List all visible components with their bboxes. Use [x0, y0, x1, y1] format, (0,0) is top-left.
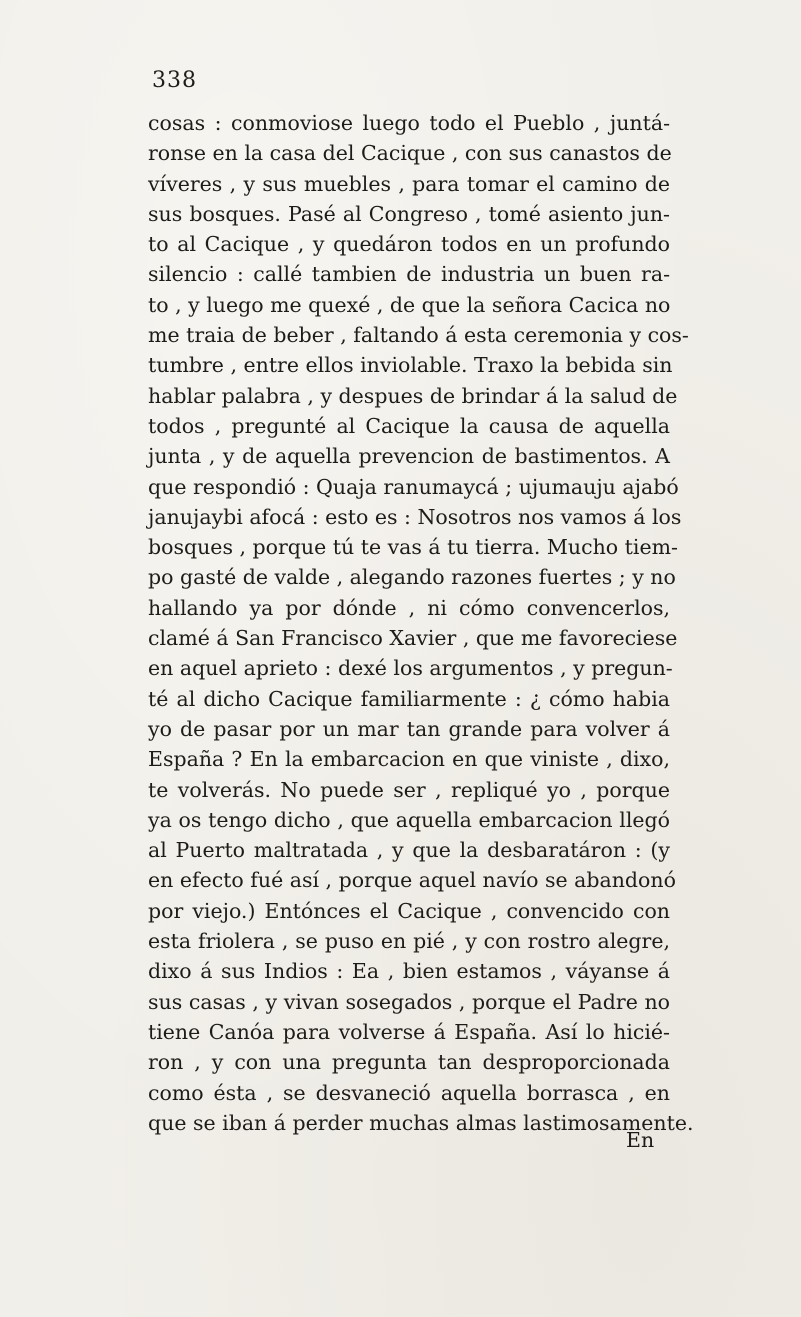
- text-line-32: ron , y con una pregunta tan desproporcionada: [148, 1050, 670, 1075]
- text-line-23: te volverás. No puede ser , repliqué yo , porque: [148, 777, 670, 802]
- text-line-5: to al Cacique , y quedáron todos en un profundo: [148, 232, 670, 257]
- text-line-28: esta friolera , se puso en pié , y con rostro alegre,: [148, 929, 670, 954]
- text-line-18: clamé á San Francisco Xavier , que me favoreciese: [148, 626, 678, 651]
- text-line-21: yo de pasar por un mar tan grande para volver á: [148, 716, 670, 741]
- text-line-30: sus casas , y vivan sosegados , porque el Padre no: [148, 989, 670, 1014]
- text-line-13: que respondió : Quaja ranumaycá ; ujumauju ajabó: [148, 474, 679, 499]
- body-text: [148, 108, 694, 1138]
- text-line-4: sus bosques. Pasé al Congreso , tomé asiento jun-: [148, 201, 670, 226]
- text-line-12: junta , y de aquella prevencion de bastimentos. A: [148, 444, 670, 469]
- text-line-31: tiene Canóa para volverse á España. Así lo hicié-: [148, 1019, 670, 1044]
- text-line-25: al Puerto maltratada , y que la desbaratáron : (y: [148, 838, 670, 863]
- text-line-3: víveres , y sus muebles , para tomar el camino de: [148, 171, 670, 196]
- page-number: 338: [152, 68, 197, 93]
- text-line-7: to , y luego me quexé , de que la señora Cacica no: [148, 292, 671, 317]
- text-line-34: que se iban á perder muchas almas lastimosamente.: [148, 1110, 694, 1135]
- text-line-8: me traia de beber , faltando á esta ceremonia y cos-: [148, 323, 689, 348]
- text-line-16: po gasté de valde , alegando razones fuertes ; y no: [148, 565, 676, 590]
- text-line-20: té al dicho Cacique familiarmente : ¿ cómo habia: [148, 686, 670, 711]
- text-line-24: ya os tengo dicho , que aquella embarcacion llegó: [148, 807, 670, 832]
- text-line-17: hallando ya por dónde , ni cómo convencerlos,: [148, 595, 670, 620]
- text-line-15: bosques , porque tú te vas á tu tierra. Mucho tiem-: [148, 535, 678, 560]
- text-line-26: en efecto fué así , porque aquel navío se abandonó: [148, 868, 676, 893]
- text-line-10: hablar palabra , y despues de brindar á la salud de: [148, 383, 678, 408]
- text-line-33: como ésta , se desvaneció aquella borrasca , en: [148, 1080, 670, 1105]
- catchword: En: [626, 1128, 655, 1152]
- text-line-1: cosas : conmoviose luego todo el Pueblo , juntá-: [148, 111, 670, 135]
- text-line-22: España ? En la embarcacion en que viniste , dixo,: [148, 747, 670, 772]
- text-line-11: todos , pregunté al Cacique la causa de aquella: [148, 413, 670, 438]
- text-line-2: ronse en la casa del Cacique , con sus canastos de: [148, 141, 672, 166]
- text-line-9: tumbre , entre ellos inviolable. Traxo la bebida sin: [148, 353, 673, 378]
- text-line-14: janujaybi afocá : esto es : Nosotros nos vamos á los: [148, 504, 682, 529]
- text-line-6: silencio : callé tambien de industria un buen ra-: [148, 262, 670, 287]
- text-line-27: por viejo.) Entónces el Cacique , convencido con: [148, 898, 670, 923]
- text-line-29: dixo á sus Indios : Ea , bien estamos , váyanse á: [148, 959, 670, 984]
- text-line-19: en aquel aprieto : dexé los argumentos , y pregun-: [148, 656, 673, 681]
